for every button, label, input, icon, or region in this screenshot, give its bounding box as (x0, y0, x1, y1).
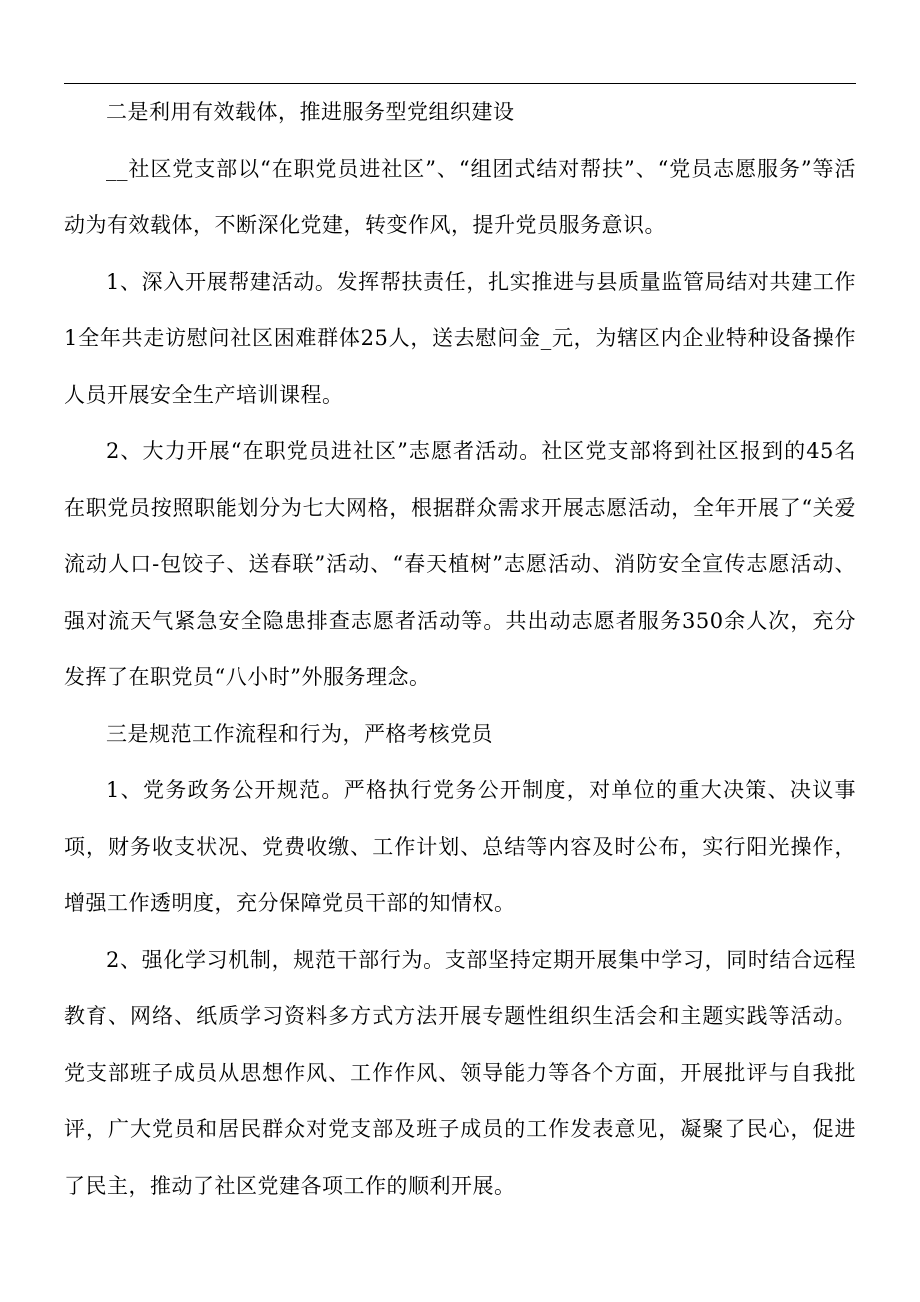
section-heading-2: 二是利用有效载体，推进服务型党组织建设 (106, 100, 515, 124)
paragraph-item-1: 1、深入开展帮建活动。发挥帮扶责任，扎实推进与县质量监管局结对共建工作1全年共走访慰问社区困难群体25人，送去慰问金_元，为辖区内企业特种设备操作人员开展安全生产培训课程。 (64, 269, 856, 407)
document-body (64, 84, 856, 1214)
paragraph-intro: __社区党支部以“在职党员进社区”、“组团式结对帮扶”、“党员志愿服务”等活动为有效载体，不断深化党建，转变作风，提升党员服务意识。 (64, 156, 856, 237)
section-heading-3: 三是规范工作流程和行为，严格考核党员 (106, 721, 493, 746)
paragraph-item-3-2: 2、强化学习机制，规范干部行为。支部坚持定期开展集中学习，同时结合远程教育、网络、纸质学习资料多方式方法开展专题性组织生活会和主题实践等活动。党支部班子成员从思想作风、工作作风、领导能力等各个方面，开展批评与自我批评，广大党员和居民群众对党支部及班子成员的工作发表意见，凝聚了民心，促进了民主，推动了社区党建各项工作的顺利开展。 (64, 947, 856, 1198)
paragraph-item-3-1: 1、党务政务公开规范。严格执行党务公开制度，对单位的重大决策、决议事项，财务收支状况、党费收缴、工作计划、总结等内容及时公布，实行阳光操作，增强工作透明度，充分保障党员干部的知情权。 (64, 778, 856, 915)
paragraph-item-2: 2、大力开展“在职党员进社区”志愿者活动。社区党支部将到社区报到的45名在职党员按照职能划分为七大网格，根据群众需求开展志愿活动，全年开展了“关爱流动人口-包饺子、送春联”活动、“春天植树”志愿活动、消防安全宣传志愿活动、强对流天气紧急安全隐患排查志愿者活动等。共出动志愿者服务350余人次，充分发挥了在职党员“八小时”外服务理念。 (64, 439, 856, 689)
